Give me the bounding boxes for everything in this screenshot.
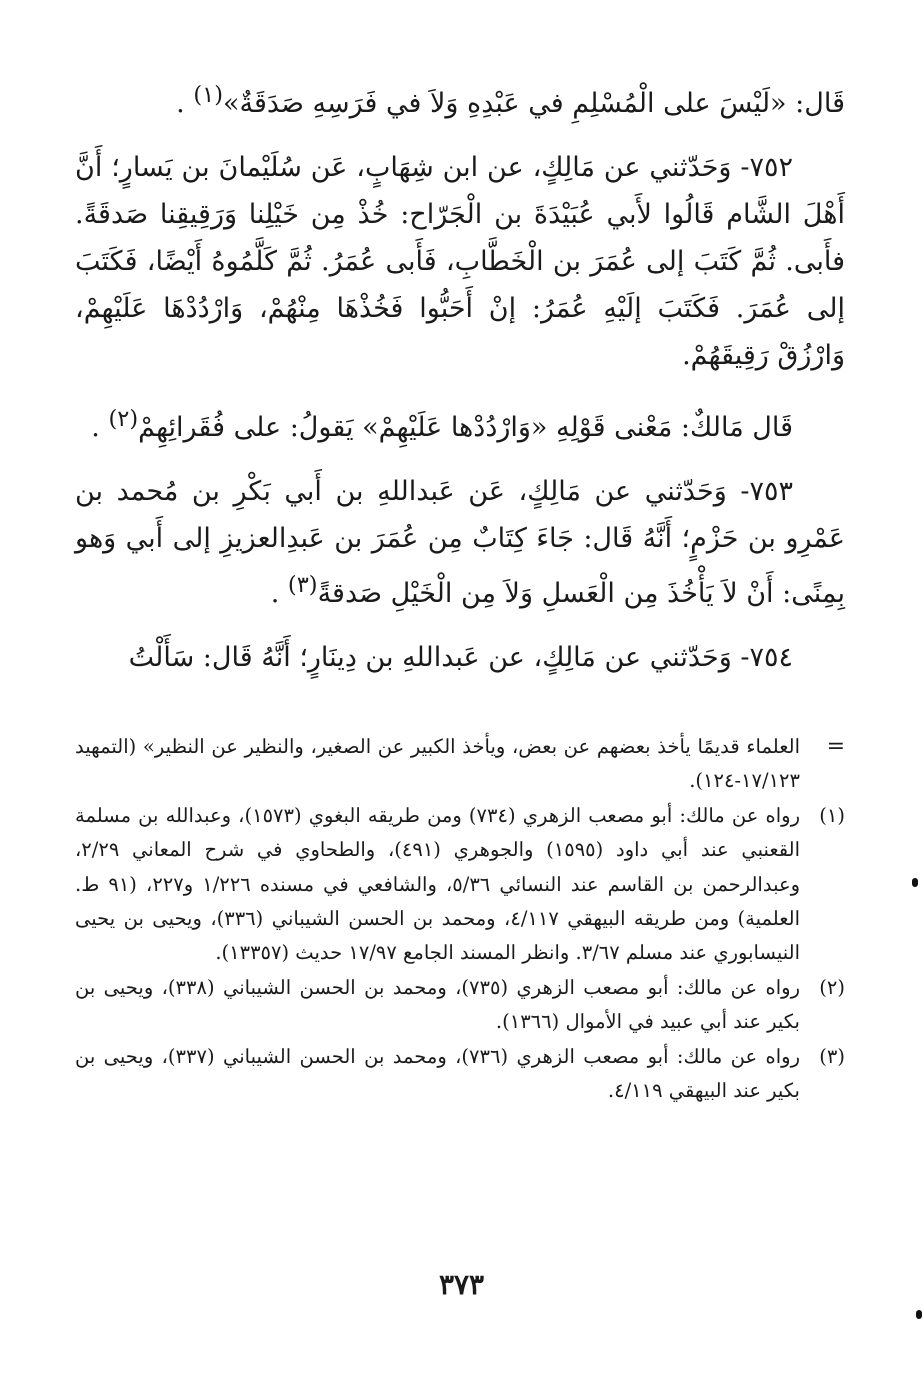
- paragraph-1-text: قَال: «لَيْسَ على الْمُسْلِمِ في عَبْدِهِ وَلاَ في فَرَسِهِ صَدَقَةٌ»: [222, 88, 845, 119]
- footnote-2: [75, 971, 845, 1040]
- paragraph-3-text: قَال مَالكٌ: مَعْنى قَوْلِهِ «وَارْدُدْها عَلَيْهِمْ» يَقولُ: على فُقَرائِهِمْ: [138, 412, 793, 443]
- scan-speck: [912, 878, 918, 887]
- paragraph-1: [75, 72, 845, 127]
- page-number: ٣٧٣: [438, 1268, 485, 1301]
- hadith-752: ٧٥٢- وَحَدّثني عن مَالِكٍ، عن ابن شِهَابٍ، عَن سُلَيْمانَ بن يَسارٍ؛ أَنَّ أَهْلَ الشَّام قَالُوا لأَبي عُبَيْدَةَ بن الْجَرّاح: خُذْ مِن خَيْلِنا وَرَقِيقِنا صَدقَةً. فأَبى. ثُمَّ كَتَبَ إلى عُمَرَ بن الْخَطَّابِ، فَأَبى عُمَرُ. ثُمَّ كَلَّمُوهُ أَيْضًا، فَكَتَبَ إلى عُمَرَ. فَكَتَبَ إلَيْهِ عُمَرُ: إنْ أَحَبُّوا فَخُذْهَا مِنْهُمْ، وَارْدُدْهَا عَلَيْهِمْ، وَارْزُقْ رَقِيقَهُمْ.: [75, 152, 845, 371]
- hadith-753: [75, 468, 845, 617]
- footnote-text: رواه عن مالك: أبو مصعب الزهري (٧٣٤) ومن طريقه البغوي (١٥٧٣)، وعبدالله بن مسلمة القعنبي عند أبي داود (١٥٩٥) والجوهري (٤٩١)، والطحاوي في شرح المعاني ٢/٢٩، وعبدالرحمن بن القاسم عند النسائي ٥/٣٦، والشافعي في مسنده ١/٢٢٦ و٢٢٧، (٩١ ط. العلمية) ومن طريقه البيهقي ٤/١١٧، ومحمد بن الحسن الشيباني (٣٣٦)، ويحيى بن يحيى النيسابوري عند مسلم ٣/٦٧. وانظر المسند الجامع ١٧/٩٧ حديث (١٣٣٥٧).: [75, 803, 801, 965]
- paragraph-malik-comment: [75, 396, 845, 451]
- footnote-1: [75, 799, 845, 971]
- footnote-text: العلماء قديمًا يأخذ بعضهم عن بعض، ويأخذ الكبير عن الصغير، والنظير عن النظير» (التمهيد ١٧/١٢٣-١٢٤).: [75, 735, 800, 793]
- paragraph-4-text: ٧٥٣- وَحَدّثني عن مَالِكٍ، عَن عَبداللهِ بن أَبي بَكْرِ بن مُحمد بن عَمْرِو بن حَزْمٍ؛ أَنَّهُ قَال: جَاءَ كِتَابٌ مِن عُمَرَ بن عَبدِالعزيزِ إلى أَبي وَهو بِمِنًى: أَنْ لاَ يَأْخُذَ مِن الْعَسلِ وَلاَ مِن الْخَيْلِ صَدقةً: [75, 476, 845, 609]
- paragraph-1-end: .: [176, 88, 194, 119]
- footnote-mark: =: [826, 734, 845, 759]
- footnote-mark: (١): [819, 803, 845, 827]
- footnote-text: رواه عن مالك: أبو مصعب الزهري (٧٣٥)، ومحمد بن الحسن الشيباني (٣٣٨)، ويحيى بن بكير عند أبي عبيد في الأموال (١٣٦٦).: [75, 975, 801, 1034]
- footnote-ref-1: (١): [193, 82, 223, 108]
- footnote-ref-3: (٣): [287, 572, 318, 598]
- footnote-3: [75, 1040, 845, 1109]
- scan-speck: [916, 1310, 922, 1319]
- paragraph-3-end: .: [91, 412, 109, 443]
- footnote-text: رواه عن مالك: أبو مصعب الزهري (٧٣٦)، ومحمد بن الحسن الشيباني (٣٣٧)، ويحيى بن بكير عند البيهقي ٤/١١٩.: [75, 1044, 801, 1103]
- footnote-mark: (٣): [819, 1044, 845, 1068]
- footnotes: [75, 730, 845, 1108]
- main-text: [75, 72, 845, 698]
- paragraph-4-end: .: [270, 578, 288, 609]
- footnote-mark: (٢): [819, 975, 845, 999]
- footnote-continuation: [75, 730, 845, 799]
- footnote-ref-2: (٢): [108, 406, 139, 432]
- hadith-754: ٧٥٤- وَحَدّثني عن مَالِكٍ، عن عَبداللهِ بن دِينَارٍ؛ أَنَّهُ قَال: سَأَلْتُ: [128, 642, 793, 673]
